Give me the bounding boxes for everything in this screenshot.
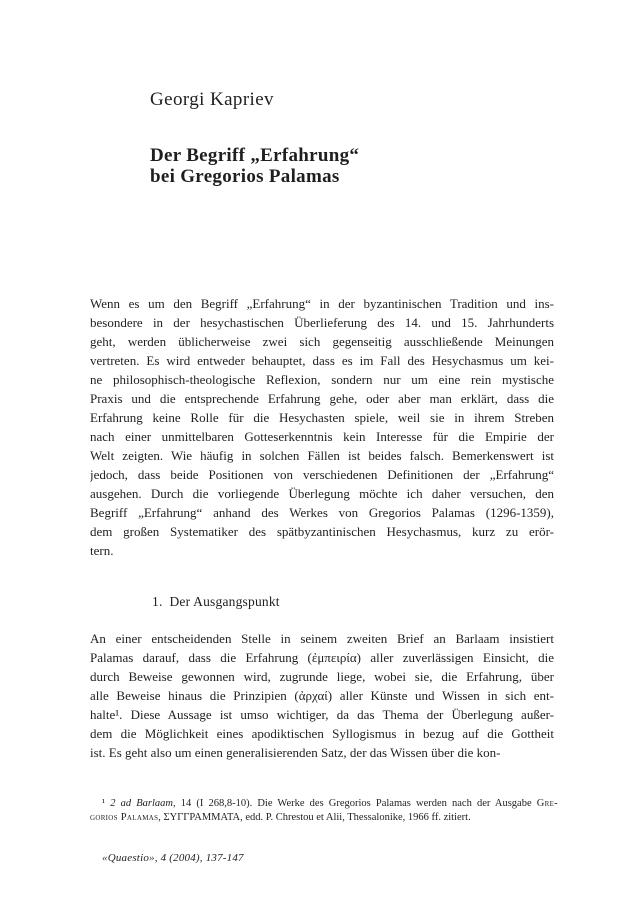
text-line: halte¹. Diese Aussage ist umso wichtiger, da das Thema der Überlegung außer- xyxy=(90,707,554,722)
text-line: Begriff „Erfahrung“ anhand des Werkes von Gregorios Palamas (1296-1359), xyxy=(90,505,554,520)
text-line: durch Beweise gewonnen wird, zugrunde liege, wobei sie, die Erfahrung, über xyxy=(90,669,554,684)
text-line: Palamas darauf, dass die Erfahrung (ἐμπειρία) aller zuverlässigen Einsicht, die xyxy=(90,650,554,665)
text-line: gorios Palamas, ΣΥΓΓΡΑΜΜΑΤΑ, edd. P. Chrestou et Alii, Thessalonike, 1966 ff. zitiert. xyxy=(90,811,471,823)
text-line: geht, werden üblicherweise zwei sich gegenseitig ausschließende Meinungen xyxy=(90,334,554,349)
journal-citation-footer: «Quaestio», 4 (2004), 137-147 xyxy=(102,852,244,864)
text-line: ist. Es geht also um einen generalisierenden Satz, der das Wissen über die kon- xyxy=(90,745,501,760)
article-title-line-1: Der Begriff „Erfahrung“ xyxy=(150,145,360,166)
text-line: tern. xyxy=(90,543,114,558)
text-line: Praxis und die entsprechende Erfahrung gehe, oder aber man erklärt, dass die xyxy=(90,391,554,406)
text-line: Wenn es um den Begriff „Erfahrung“ in der byzantinischen Tradition und ins- xyxy=(90,296,554,311)
text-line: jedoch, dass beide Positionen von verschiedenen Definitionen der „Erfahrung“ xyxy=(90,467,554,482)
text-line: vertreten. Es wird entweder behauptet, dass es im Fall des Hesychasmus um kei- xyxy=(90,353,554,368)
text-line: dem die Möglichkeit eines apodiktischen Syllogismus in bezug auf die Gottheit xyxy=(90,726,554,741)
text-line: dem großen Systematiker des spätbyzantinischen Hesychasmus, kurz zu erör- xyxy=(90,524,554,539)
text-line: Erfahrung keine Rolle für die Hesychasten spiele, weil sie in ihrem Streben xyxy=(90,410,554,425)
text-line: ¹ 2 ad Barlaam, 14 (I 268,8-10). Die Werke des Gregorios Palamas werden nach der Ausgabe Gre- xyxy=(102,798,558,809)
intro-paragraph xyxy=(90,294,554,560)
text-line: alle Beweise hinaus die Prinzipien (ἀρχαί) aller Künste und Wissen in sich ent- xyxy=(90,688,554,703)
section-1-paragraph xyxy=(90,629,554,762)
footnote-1 xyxy=(90,797,558,824)
text-line: An einer entscheidenden Stelle in seinem zweiten Brief an Barlaam insistiert xyxy=(90,631,554,646)
text-line: ne philosophisch-theologische Reflexion, sondern nur um eine rein mystische xyxy=(90,372,554,387)
text-line: nach einer unmittelbaren Gotteserkenntnis kein Interesse für die Empirie der xyxy=(90,429,554,444)
section-heading: 1. Der Ausgangspunkt xyxy=(152,594,280,609)
text-line: ausgehen. Durch die vorliegende Überlegung möchte ich daher versuchen, den xyxy=(90,486,554,501)
text-line: Welt zeigten. Wie häufig in solchen Fällen ist beides falsch. Bemerkenswert ist xyxy=(90,448,554,463)
article-title-line-2: bei Gregorios Palamas xyxy=(150,166,340,187)
author-name: Georgi Kapriev xyxy=(150,89,274,110)
article-title xyxy=(150,145,359,187)
text-line: besondere in der hesychastischen Überlieferung des 14. und 15. Jahrhunderts xyxy=(90,315,554,330)
